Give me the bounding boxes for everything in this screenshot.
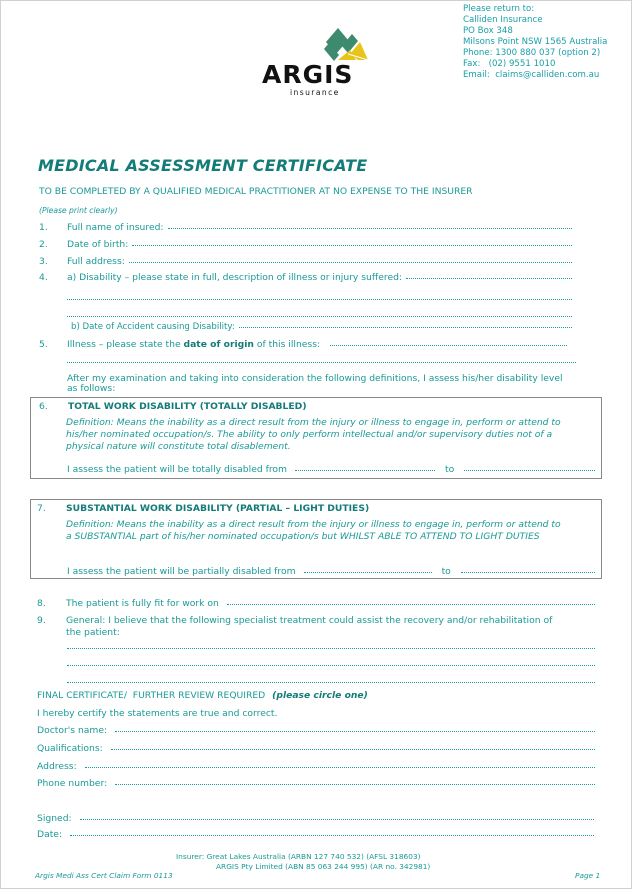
doctor-address-input-line[interactable]: [85, 766, 595, 768]
date-field[interactable]: [37, 829, 594, 840]
field-label: Address:: [37, 761, 77, 772]
specialist-treatment-input-line[interactable]: [67, 682, 595, 683]
illness-origin-input-line[interactable]: [330, 344, 567, 346]
illness-origin-field[interactable]: [67, 339, 567, 350]
signature-input-line[interactable]: [80, 818, 594, 820]
item-number: 8.: [37, 598, 46, 609]
full-name-field[interactable]: [67, 222, 572, 233]
field-label: Full name of insured:: [67, 222, 164, 233]
partial-disability-dates: [67, 566, 595, 577]
specialist-treatment-input-line[interactable]: [67, 648, 595, 649]
final-certificate-label[interactable]: FINAL CERTIFICATE/ FURTHER REVIEW REQUIRED: [37, 690, 266, 701]
assess-label: I assess the patient will be partially disabled from: [67, 566, 296, 577]
phone-number-input-line[interactable]: [115, 783, 595, 785]
specialist-treatment-prompt: General: I believe that the following specialist treatment could assist the recovery and/or rehabilitation of: [66, 615, 553, 626]
argis-logo: [262, 26, 370, 98]
doctor-address-field[interactable]: [37, 761, 595, 772]
specialist-treatment-input-line[interactable]: [67, 665, 595, 666]
disability-input-line-3[interactable]: [67, 316, 572, 317]
subtitle: TO BE COMPLETED BY A QUALIFIED MEDICAL PRACTITIONER AT NO EXPENSE TO THE INSURER: [39, 186, 473, 197]
definition-line: his/her nominated occupation/s. The ability to only perform intellectual and/or supervisory duties not of a: [66, 429, 553, 440]
section-number: 6.: [39, 401, 48, 412]
specialist-treatment-prompt-cont: the patient:: [66, 627, 120, 638]
return-line: Please return to:: [463, 4, 535, 14]
form-id: Argis Medi Ass Cert Claim Form 0113: [35, 871, 173, 880]
doctor-name-field[interactable]: [37, 725, 595, 736]
return-address: [463, 4, 607, 81]
disability-input-line[interactable]: [406, 277, 572, 279]
total-disability-heading: TOTAL WORK DISABILITY (TOTALLY DISABLED): [68, 401, 307, 412]
illness-origin-input-line-2[interactable]: [67, 362, 576, 363]
field-label: The patient is fully fit for work on: [66, 598, 219, 609]
address-input-line[interactable]: [129, 261, 572, 263]
return-line: Milsons Point NSW 1565 Australia: [463, 37, 608, 47]
definition-line: physical nature will constitute total disablement.: [66, 441, 291, 452]
qualifications-input-line[interactable]: [111, 748, 595, 750]
item-number: 1.: [39, 222, 48, 233]
agent-line: ARGIS Pty Limited (ABN 85 063 244 995) (AR no. 342981): [216, 862, 431, 871]
assessment-intro: After my examination and taking into consideration the following definitions, I assess his/her disability level: [67, 373, 563, 384]
definition-line: Definition: Means the inability as a direct result from the injury or illness to engage in, perform or attend to: [66, 519, 561, 530]
qualifications-field[interactable]: [37, 743, 595, 754]
field-label: Full address:: [67, 256, 125, 267]
disability-input-line-2[interactable]: [67, 299, 572, 300]
field-label: Doctor's name:: [37, 725, 108, 736]
fit-for-work-field[interactable]: [66, 598, 595, 609]
logo-wordmark: ARGIS: [262, 60, 354, 89]
logo-tagline: insurance: [290, 88, 340, 97]
final-certificate-options: [37, 690, 368, 701]
field-label: Signed:: [37, 813, 72, 824]
total-to-date-input[interactable]: [464, 469, 595, 471]
partial-disability-heading: SUBSTANTIAL WORK DISABILITY (PARTIAL – LIGHT DUTIES): [66, 503, 370, 514]
assess-label: I assess the patient will be totally disabled from: [67, 464, 287, 475]
return-line: PO Box 348: [463, 26, 513, 36]
partial-from-date-input[interactable]: [304, 571, 432, 573]
page-number: Page 1: [575, 871, 601, 880]
to-label: to: [444, 464, 455, 475]
field-label-bold: date of origin: [183, 339, 254, 350]
phone-number-field[interactable]: [37, 778, 595, 789]
field-label: Illness – please state the: [67, 339, 184, 350]
to-label: to: [441, 566, 451, 577]
field-label: b) Date of Accident causing Disability:: [71, 322, 235, 332]
section-number: 7.: [37, 503, 46, 514]
item-number: 4.: [39, 272, 48, 283]
return-line: Phone: 1300 880 037 (option 2): [463, 48, 601, 58]
doctor-name-input-line[interactable]: [115, 730, 595, 732]
circle-one-note: (please circle one): [272, 690, 368, 701]
item-number: 2.: [39, 239, 48, 250]
disability-description-field[interactable]: [67, 272, 572, 283]
field-label: of this illness:: [253, 339, 321, 350]
dob-input-line[interactable]: [132, 244, 572, 246]
item-number: 5.: [39, 339, 48, 350]
field-label: Date of birth:: [67, 239, 129, 250]
definition-line: a SUBSTANTIAL part of his/her nominated occupation/s but WHILST ABLE TO ATTEND TO LIGHT DUTIES: [66, 531, 540, 542]
accident-date-field[interactable]: [71, 322, 572, 332]
return-email[interactable]: Email: claims@calliden.com.au: [463, 70, 600, 80]
field-label: a) Disability – please state in full, description of illness or injury suffered:: [67, 272, 403, 283]
return-line: Calliden Insurance: [463, 15, 543, 25]
address-field[interactable]: [67, 256, 572, 267]
field-label: Date:: [37, 829, 63, 840]
assessment-intro-cont: as follows:: [67, 383, 116, 394]
partial-to-date-input[interactable]: [461, 571, 595, 573]
signed-field[interactable]: [37, 813, 594, 824]
accident-date-input-line[interactable]: [239, 326, 572, 328]
full-name-input-line[interactable]: [168, 227, 572, 229]
dob-field[interactable]: [67, 239, 572, 250]
field-label: Phone number:: [37, 778, 108, 789]
fit-for-work-input-line[interactable]: [227, 603, 595, 605]
total-disability-dates: [67, 464, 595, 475]
date-input-line[interactable]: [70, 834, 594, 836]
print-note: (Please print clearly): [39, 206, 118, 215]
item-number: 9.: [37, 615, 46, 626]
item-number: 3.: [39, 256, 48, 267]
insurer-line: Insurer: Great Lakes Australia (ARBN 127 740 532) (AFSL 318603): [176, 852, 421, 861]
field-label: Qualifications:: [37, 743, 103, 754]
certify-statement: I hereby certify the statements are true and correct.: [37, 708, 278, 719]
page-title: MEDICAL ASSESSMENT CERTIFICATE: [38, 156, 368, 175]
definition-line: Definition: Means the inability as a direct result from the injury or illness to engage in, perform or attend to: [66, 417, 561, 428]
total-from-date-input[interactable]: [295, 469, 435, 471]
return-line: Fax: (02) 9551 1010: [463, 59, 556, 69]
